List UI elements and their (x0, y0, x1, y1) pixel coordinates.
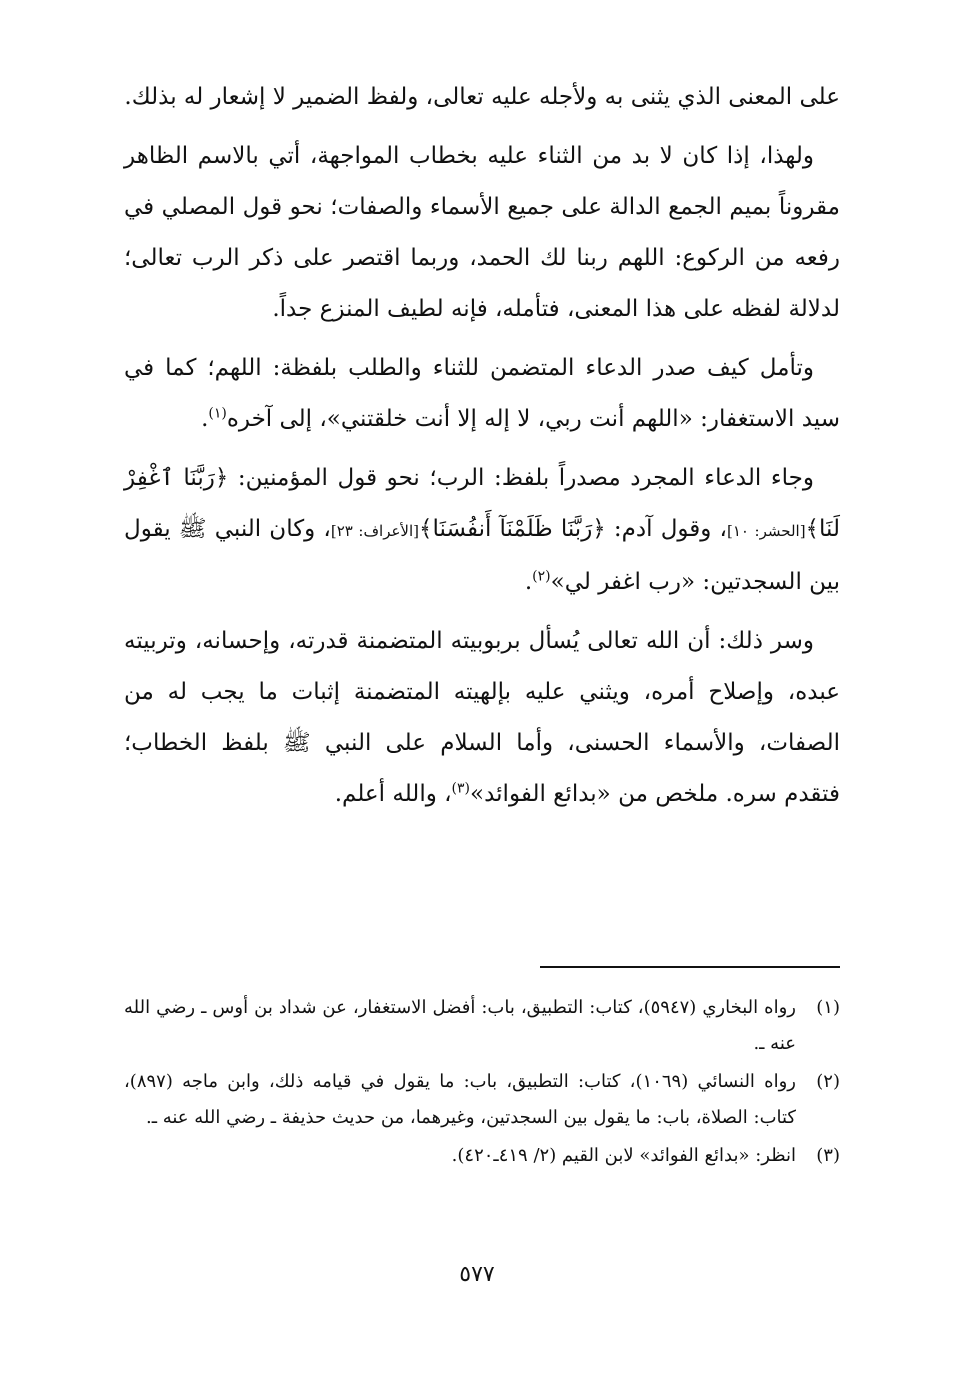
page-number: ٥٧٧ (459, 1262, 495, 1287)
footnote-marker[interactable]: (١) (208, 405, 227, 422)
paragraph-text: . (524, 569, 533, 595)
quran-verse: ﴿رَبَّنَا ٱغْفِرْ لَنَا﴾ (124, 465, 840, 542)
quran-verse: ﴿رَبَّنَا ظَلَمْنَآ أَنفُسَنَا﴾ (419, 516, 606, 542)
footnotes (124, 990, 840, 1176)
paragraph-text: ، وقول آدم: (605, 516, 727, 542)
paragraph-text: وتأمل كيف صدر الدعاء المتضمن للثناء والطلب بلفظة: اللهم؛ كما في سيد الاستغفار: «اللهم أنت ربي، لا إله إلا أنت خلقتني»، إلى آخره (124, 355, 840, 432)
footnote-text: رواه البخاري (٥٩٤٧)، كتاب: التطبيق، باب: أفضل الاستغفار، عن شداد بن أوس ـ رضي الله عنه ـ. (124, 997, 796, 1054)
footnote-item (124, 1064, 840, 1136)
paragraph-text: وجاء الدعاء المجرد مصدراً بلفظ: الرب؛ نحو قول المؤمنين: (228, 465, 815, 491)
paragraph: على المعنى الذي يثنى به ولأجله عليه تعالى، ولفظ الضمير لا إشعار له بذلك. (124, 84, 840, 110)
paragraph-text: وسر ذلك: أن الله تعالى يُسأل بربوبيته المتضمنة قدرته، وإحسانه، وتربيته عبده، وإصلاح أمره، ويثني عليه بإلهيته المتضمنة إثبات ما يجب له من الصفات، والأسماء الحسنى، وأما السلام على النبي ﷺ بلفظ الخطاب؛ فتقدم سره. ملخص من «بدائع الفوائد» (124, 628, 840, 807)
footnote-separator (540, 966, 840, 968)
footnote-marker[interactable]: (٣) (451, 780, 471, 797)
footnote-marker[interactable]: (٢) (532, 568, 551, 585)
paragraph-text: . (201, 406, 209, 432)
paragraph (124, 343, 840, 445)
paragraph (124, 616, 840, 820)
paragraph: ولهذا، إذا كان لا بد من الثناء عليه بخطاب المواجهة، أتي بالاسم الظاهر مقروناً بميم الجمع الدالة على جميع الأسماء والصفات؛ نحو قول المصلي في رفعه من الركوع: اللهم ربنا لك الحمد، وربما اقتصر على ذكر الرب تعالى؛ لدلالة لفظه على هذا المعنى، فتأمله، فإنه لطيف المنزع جداً. (124, 143, 840, 322)
paragraph-text: ، وكان النبي ﷺ يقول بين السجدتين: «رب اغفر لي» (124, 516, 840, 595)
footnote-item (124, 1138, 840, 1174)
main-text (124, 72, 840, 828)
footnote-number: (١) (816, 997, 840, 1018)
footnote-text: انظر: «بدائع الفوائد» لابن القيم (٢/ ٤١٩ـ٤٢٠). (451, 1145, 796, 1166)
footnote-item (124, 990, 840, 1062)
verse-reference: [الحشر: ١٠] (726, 522, 806, 540)
footnote-number: (٣) (816, 1145, 840, 1166)
footnote-number: (٢) (816, 1071, 840, 1092)
paragraph-text: ، والله أعلم. (334, 781, 452, 807)
verse-reference: [الأعراف: ٢٣] (330, 522, 420, 540)
footnote-text: رواه النسائي (١٠٦٩)، كتاب: التطبيق، باب: ما يقول في قيامه ذلك، وابن ماجه (٨٩٧)، كتاب: الصلاة، باب: ما يقول بين السجدتين، وغيرهما، من حديث حذيفة ـ رضي الله عنه ـ. (124, 1071, 796, 1128)
paragraph (124, 453, 840, 608)
